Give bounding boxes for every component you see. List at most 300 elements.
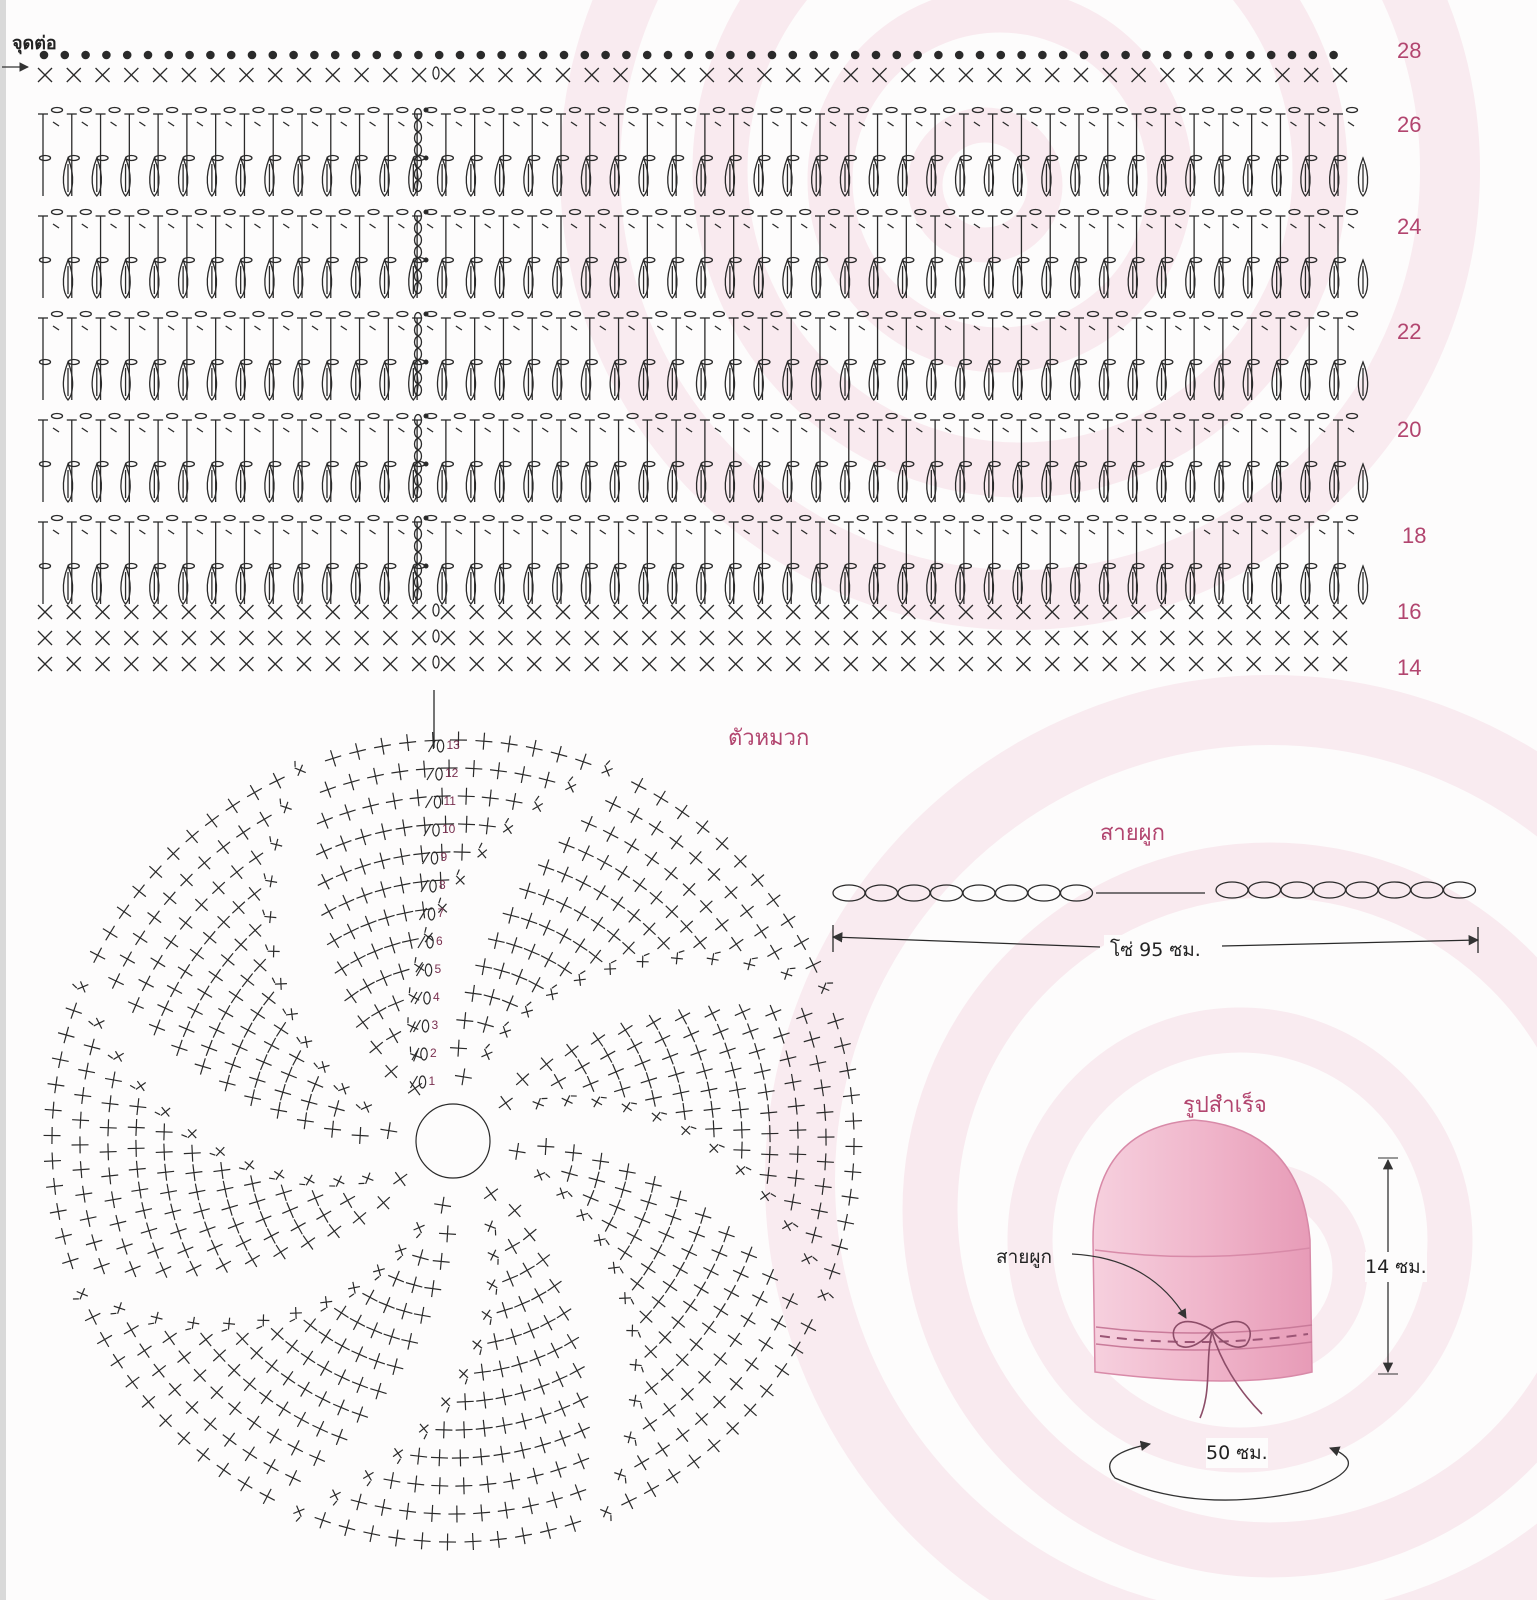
sc-stitch-icon [689,1226,705,1242]
sc-stitch-icon [190,947,204,961]
sc-stitch-icon [1247,631,1261,645]
inc-stitch-icon [559,1091,577,1109]
sc-stitch-icon [631,1277,644,1290]
sc-stitch-icon [157,1164,174,1181]
sc-stitch-icon [959,657,973,671]
sc-stitch-icon [414,1307,431,1324]
sc-stitch-icon [554,1401,570,1417]
sc-stitch-icon [705,1006,720,1021]
sc-stitch-icon [727,1422,739,1434]
sc-stitch-icon [193,1203,209,1219]
sc-stitch-icon [281,1067,297,1083]
sc-stitch-icon [182,657,196,671]
sc-stitch-icon [394,877,411,894]
sc-stitch-icon [498,1502,515,1519]
sc-stitch-icon [182,68,196,82]
sc-stitch-icon [1045,68,1059,82]
sc-stitch-icon [474,1364,491,1381]
slip-stitch-dot [61,51,70,60]
sc-stitch-icon [1333,631,1347,645]
sc-stitch-icon [377,1196,390,1209]
inc-stitch-icon [371,1263,387,1280]
sc-stitch-icon [573,939,587,953]
finished-cord-label: สายผูก [996,1246,1053,1268]
slip-stitch-dot [1184,51,1193,60]
slip-stitch-dot [518,51,527,60]
sc-stitch-icon [1074,657,1088,671]
slip-stitch-dot [1267,51,1276,60]
sc-stitch-icon [547,1343,562,1358]
sc-stitch-icon [656,1442,670,1456]
sc-stitch-icon [264,1459,279,1474]
sc-stitch-icon [1275,657,1289,671]
sc-stitch-icon [540,1522,556,1538]
sc-stitch-icon [1016,68,1030,82]
sc-stitch-icon [1247,605,1261,619]
sc-stitch-icon [126,1375,140,1389]
sc-stitch-icon [641,1194,657,1210]
sc-stitch-icon [1045,657,1059,671]
sc-stitch-icon [156,1123,173,1140]
sc-stitch-icon [502,1271,518,1287]
sc-stitch-icon [194,1369,206,1381]
sc-stitch-icon [328,1100,344,1116]
sc-stitch-icon [673,1085,690,1102]
sc-stitch-icon [516,1413,532,1429]
inc-stitch-icon [291,1503,308,1521]
sc-stitch-icon [367,768,384,785]
slip-stitch-dot [997,51,1006,60]
sc-stitch-icon [1160,657,1174,671]
slip-stitch-dot [1225,51,1234,60]
inc-stitch-icon [222,1317,236,1333]
sc-stitch-icon [251,1007,265,1021]
inc-stitch-icon [742,955,758,972]
sc-stitch-icon [435,1421,452,1438]
sc-stitch-icon [759,1337,773,1351]
sc-stitch-icon [180,874,192,886]
sc-stitch-icon [548,1279,562,1293]
sc-stitch-icon [844,657,858,671]
sc-stitch-icon [535,1437,551,1453]
sc-stitch-icon [618,1023,632,1037]
inc-stitch-icon [356,1099,374,1116]
sc-stitch-icon [195,1058,211,1074]
sc-stitch-icon [959,68,973,82]
sc-stitch-icon [781,914,795,928]
slip-stitch-dot [976,51,985,60]
inc-stitch-icon [73,979,91,996]
sc-stitch-icon [211,1386,223,1398]
sc-stitch-icon [260,1489,275,1504]
sc-stitch-icon [244,1089,261,1106]
inc-stitch-icon [498,818,517,837]
sc-stitch-icon [498,657,512,671]
sc-stitch-icon [163,892,176,905]
sc-stitch-icon [558,962,572,976]
sc-stitch-icon [470,605,484,619]
sc-stitch-icon [614,605,628,619]
sc-stitch-icon [703,1264,718,1279]
sc-stitch-icon [642,657,656,671]
sc-stitch-icon [615,1182,631,1198]
sc-stitch-icon [605,796,620,811]
sc-stitch-icon [318,874,333,889]
inc-stitch-icon [478,1044,495,1062]
sc-stitch-icon [1189,68,1203,82]
crown-chart [44,732,863,1551]
sc-stitch-icon [733,1266,748,1281]
sc-stitch-icon [585,657,599,671]
turning-chain-icon [415,157,422,168]
sc-stitch-icon [84,1039,100,1055]
sc-stitch-icon [388,996,404,1012]
sc-stitch-icon [241,1023,256,1038]
sc-stitch-icon [454,844,471,861]
inc-stitch-icon [73,1286,90,1304]
sc-stitch-icon [456,1012,473,1029]
sc-stitch-icon [687,1455,701,1469]
sc-stitch-icon [412,605,426,619]
magic-ring-icon [416,1104,490,1178]
sc-stitch-icon [570,1484,586,1500]
sc-stitch-icon [529,977,544,992]
sc-stitch-icon [661,1368,674,1381]
sc-stitch-icon [90,948,105,963]
sc-stitch-icon [204,1418,217,1431]
sc-stitch-icon [704,1101,721,1118]
sc-stitch-icon [72,1136,89,1153]
sc-stitch-icon [67,68,81,82]
sc-stitch-icon [308,1190,324,1206]
turning-chain-icon [415,235,422,246]
inc-stitch-icon [532,1166,550,1183]
sc-stitch-icon [434,1197,451,1214]
sc-stitch-icon [249,851,263,865]
sc-stitch-icon [301,1351,315,1365]
sc-stitch-icon [413,845,430,862]
sc-stitch-icon [349,743,365,759]
sc-stitch-icon [129,1098,146,1115]
sc-stitch-icon [786,631,800,645]
sc-stitch-icon [574,1423,590,1439]
sc-stitch-icon [473,1448,490,1465]
slip-stitch-dot [705,51,714,60]
sc-stitch-icon [58,1027,74,1043]
slip-stitch-dot [102,51,111,60]
sc-stitch-icon [645,1090,662,1107]
sc-stitch-icon [559,837,575,853]
sc-stitch-icon [301,1094,317,1110]
sc-stitch-icon [226,799,240,813]
inc-stitch-icon [482,1218,500,1235]
inc-stitch-icon [389,1445,408,1464]
inc-stitch-icon [411,1220,428,1238]
inc-stitch-icon [334,1080,352,1097]
sc-stitch-icon [844,1163,861,1180]
sc-stitch-icon [222,1199,238,1215]
sc-stitch-icon [705,1120,722,1137]
sc-stitch-icon [301,1236,315,1250]
sc-stitch-icon [199,1222,215,1238]
slip-stitch-dot [830,51,839,60]
slip-stitch-dot [393,51,402,60]
sc-stitch-icon [716,837,729,850]
sc-stitch-icon [551,1074,566,1089]
sc-stitch-icon [506,937,522,953]
sc-stitch-icon [476,1420,493,1437]
inc-stitch-icon [670,949,684,965]
sc-stitch-icon [383,657,397,671]
sc-stitch-icon [509,1143,526,1160]
sc-stitch-icon [676,1103,693,1120]
sc-stitch-icon [775,1363,789,1377]
inc-stitch-icon [359,1170,376,1188]
sc-stitch-icon [376,970,392,986]
sc-stitch-icon [195,899,207,911]
sc-stitch-icon [556,68,570,82]
sc-stitch-icon [391,763,408,780]
sc-stitch-icon [837,1214,854,1231]
inc-stitch-icon [130,1077,149,1096]
sc-stitch-icon [197,986,212,1001]
sc-stitch-icon [1218,68,1232,82]
sc-stitch-icon [645,852,659,866]
sc-stitch-icon [221,953,234,966]
sc-stitch-icon [494,1446,511,1463]
sc-stitch-icon [1304,631,1318,645]
round-start-chain-icon [431,852,437,864]
sc-stitch-icon [201,1040,217,1056]
sc-stitch-icon [326,631,340,645]
sc-stitch-icon [729,605,743,619]
sc-stitch-icon [556,631,570,645]
turning-chain-icon [415,145,422,156]
sc-stitch-icon [230,866,243,879]
slip-stitch-dot [872,51,881,60]
inc-stitch-icon [415,1420,434,1439]
sc-stitch-icon [100,1119,117,1136]
sc-stitch-icon [211,605,225,619]
slip-stitch-dot [1309,51,1318,60]
sc-stitch-icon [334,1370,349,1385]
sc-stitch-icon [249,924,261,936]
sc-stitch-icon [575,1059,590,1074]
sc-stitch-icon [355,858,371,874]
sc-stitch-icon [490,762,507,779]
sc-stitch-icon [319,1329,333,1343]
sc-stitch-icon [744,1404,757,1417]
sc-stitch-icon [259,1390,273,1404]
sc-stitch-icon [642,605,656,619]
sc-stitch-icon [339,804,355,820]
finished-circumference-label: 50 ซม. [1206,1438,1268,1468]
sc-stitch-icon [268,657,282,671]
sc-stitch-icon [189,1184,206,1201]
sc-stitch-icon [297,68,311,82]
sc-stitch-icon [100,1143,117,1160]
sc-stitch-icon [555,1430,571,1446]
sc-stitch-icon [316,844,332,860]
sc-stitch-icon [38,657,52,671]
sc-stitch-icon [479,1476,496,1493]
inc-stitch-icon [265,945,280,958]
round-start-chain-icon [430,880,436,892]
sc-stitch-icon [165,1204,181,1220]
inc-stitch-icon [622,1430,639,1446]
inc-stitch-icon [472,843,491,862]
sc-stitch-icon [470,631,484,645]
sc-stitch-icon [1132,631,1146,645]
sc-stitch-icon [375,823,392,840]
sc-stitch-icon [1275,631,1289,645]
sc-stitch-icon [1045,631,1059,645]
sc-stitch-icon [317,813,333,829]
sc-stitch-icon [499,1096,513,1110]
sc-stitch-icon [645,1382,658,1395]
sc-stitch-icon [96,605,110,619]
sc-stitch-icon [178,1432,191,1445]
sc-stitch-icon [540,1058,553,1071]
sc-stitch-icon [757,631,771,645]
sc-stitch-icon [643,923,655,935]
sc-stitch-icon [696,821,709,834]
sc-stitch-icon [75,1186,92,1203]
sc-stitch-icon [700,900,712,912]
slip-stitch-dot [310,51,319,60]
slip-stitch-dot [955,51,964,60]
sc-stitch-icon [167,982,182,997]
sc-stitch-icon [1304,657,1318,671]
sc-stitch-icon [339,895,354,910]
row-number: 18 [1402,523,1427,548]
sc-stitch-icon [209,1022,224,1037]
sc-stitch-icon [184,1145,201,1162]
sc-stitch-icon [211,631,225,645]
inc-stitch-icon [185,1316,200,1332]
round-start-chain-icon [419,1076,425,1088]
sc-stitch-icon [591,917,605,931]
sc-stitch-icon [575,754,591,770]
sc-stitch-icon [375,881,391,897]
turning-chain-icon [415,553,422,564]
sc-stitch-icon [527,1468,543,1484]
slip-stitch-dot [1288,51,1297,60]
sc-stitch-icon [815,68,829,82]
slip-stitch-dot [643,51,652,60]
sc-stitch-icon [239,657,253,671]
sc-stitch-icon [1333,657,1347,671]
sc-stitch-icon [315,1512,331,1528]
sc-stitch-icon [380,1122,397,1139]
slip-stitch-dot [331,51,340,60]
sc-stitch-icon [441,68,455,82]
sc-stitch-icon [160,1184,177,1201]
sc-stitch-icon [356,1016,370,1030]
sc-stitch-icon [401,1333,418,1350]
sc-stitch-icon [1333,68,1347,82]
slip-stitch-dot [581,51,590,60]
sc-stitch-icon [388,1271,404,1287]
sc-stitch-icon [38,605,52,619]
sc-stitch-icon [508,1204,521,1217]
sc-stitch-icon [760,1384,773,1397]
sc-stitch-icon [627,1229,642,1244]
inc-stitch-icon [636,953,649,968]
sc-stitch-icon [712,1245,728,1261]
sc-stitch-icon [643,1417,657,1431]
sc-stitch-icon [439,1533,456,1550]
sc-stitch-icon [689,851,702,864]
sc-stitch-icon [496,1389,513,1406]
sc-stitch-icon [396,819,413,836]
chain-stitch-icon [433,604,439,616]
sc-stitch-icon [235,938,247,950]
sc-stitch-icon [505,1239,520,1254]
slip-stitch-dot [206,51,215,60]
sc-stitch-icon [169,1383,182,1396]
sc-stitch-icon [734,855,746,867]
sc-stitch-icon [262,992,275,1005]
inc-stitch-icon [573,971,587,987]
sc-stitch-icon [334,1306,348,1320]
sc-stitch-icon [618,1246,632,1260]
inc-stitch-icon [108,1048,127,1066]
sc-stitch-icon [988,68,1002,82]
sc-stitch-icon [633,878,647,892]
round-start-chain-icon [421,1048,427,1060]
inc-stitch-icon [589,1092,607,1111]
slip-stitch-dot [1080,51,1089,60]
sc-stitch-icon [645,1345,657,1357]
sc-stitch-icon [353,1211,366,1224]
sc-stitch-icon [654,791,669,806]
sc-stitch-icon [615,866,629,880]
sc-stitch-icon [228,1364,240,1376]
sc-stitch-icon [333,1400,349,1416]
inc-stitch-icon [519,1002,535,1019]
sc-stitch-icon [85,1309,100,1324]
sc-stitch-icon [621,1494,636,1509]
inc-stitch-icon [598,761,615,779]
sc-stitch-icon [732,1101,749,1118]
sc-stitch-icon [315,1391,330,1406]
sc-stitch-icon [482,790,499,807]
sc-stitch-icon [1016,657,1030,671]
slip-stitch-dot [269,51,278,60]
sc-stitch-icon [725,886,738,899]
row-number: 22 [1397,319,1422,344]
sc-stitch-icon [328,1224,342,1238]
sc-stitch-icon [521,913,537,929]
sc-stitch-icon [66,1003,82,1019]
sc-stitch-icon [243,1378,256,1391]
sc-stitch-icon [218,916,230,928]
sc-stitch-icon [320,782,336,798]
turning-chain-icon [415,427,422,438]
turning-chain-icon [415,325,422,336]
sc-stitch-icon [182,631,196,645]
background-swirl [590,0,1537,1600]
sc-stitch-icon [733,1142,750,1159]
sc-stitch-icon [930,631,944,645]
tie-cord-length-label: โซ่ 95 ซม. [1104,935,1207,965]
sc-stitch-icon [556,657,570,671]
sc-stitch-icon [1103,631,1117,645]
sc-stitch-icon [350,1315,365,1330]
sc-stitch-icon [239,631,253,645]
sc-stitch-icon [271,1328,284,1341]
